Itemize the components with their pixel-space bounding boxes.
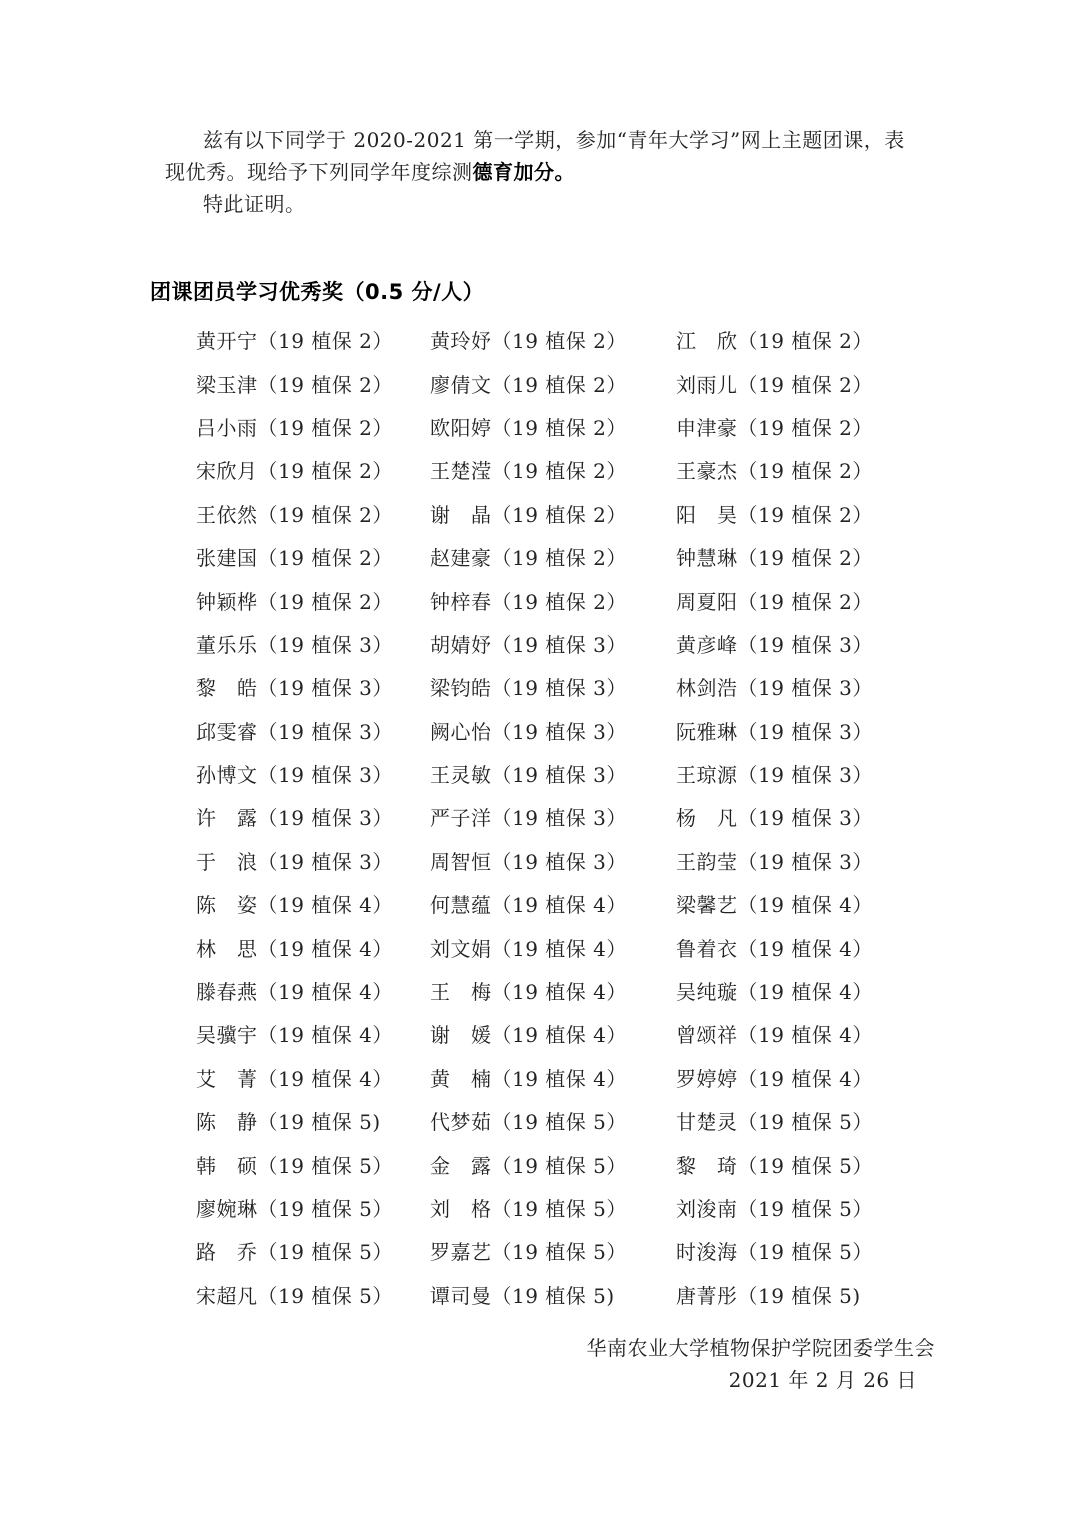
student-entry: 鲁着衣（19 植保 4） — [676, 936, 873, 961]
student-entry: 杨 凡（19 植保 3） — [676, 806, 873, 831]
student-entry: 申津豪（19 植保 2） — [676, 415, 873, 440]
student-entry: 王韵莹（19 植保 3） — [676, 849, 873, 874]
student-entry: 吴骥宇（19 植保 4） — [196, 1023, 393, 1048]
student-entry: 廖婉琳（19 植保 5） — [196, 1197, 393, 1221]
student-entry: 王灵敏（19 植保 3） — [430, 763, 627, 788]
student-entry: 孙博文（19 植保 3） — [196, 763, 393, 788]
student-entry: 金 露（19 植保 5） — [430, 1153, 627, 1178]
student-entry: 梁钧皓（19 植保 3） — [430, 676, 627, 701]
student-entry: 陈 姿（19 植保 4） — [196, 893, 393, 918]
student-entry: 胡婧妤（19 植保 3） — [430, 632, 627, 657]
student-entry: 邱雯睿（19 植保 3） — [196, 719, 393, 744]
student-entry: 吕小雨（19 植保 2） — [196, 415, 393, 440]
student-entry: 刘 格（19 植保 5） — [430, 1197, 627, 1221]
student-entry: 阮雅琳（19 植保 3） — [676, 719, 873, 744]
roster-row — [196, 448, 916, 491]
certification-line: 特此证明。 — [203, 192, 306, 216]
student-entry: 欧阳婷（19 植保 2） — [430, 415, 627, 440]
student-entry: 黄玲妤（19 植保 2） — [430, 329, 627, 354]
student-entry: 周夏阳（19 植保 2） — [676, 589, 873, 614]
student-entry: 刘浚南（19 植保 5） — [676, 1197, 873, 1221]
student-entry: 宋超凡（19 植保 5） — [196, 1283, 393, 1308]
student-entry: 时浚海（19 植保 5） — [676, 1240, 873, 1265]
roster-row — [196, 622, 916, 665]
roster-row — [196, 1056, 916, 1099]
student-entry: 谢 晶（19 植保 2） — [430, 502, 627, 527]
award-heading: 团课团员学习优秀奖（0.5 分/人） — [150, 280, 485, 304]
student-entry: 代梦茹（19 植保 5） — [430, 1110, 627, 1135]
student-entry: 罗婷婷（19 植保 4） — [676, 1066, 873, 1091]
roster-row — [196, 752, 916, 795]
student-entry: 王 梅（19 植保 4） — [430, 980, 627, 1005]
roster-row — [196, 969, 916, 1012]
student-entry: 何慧蕴（19 植保 4） — [430, 893, 627, 918]
student-entry: 谭司曼（19 植保 5) — [430, 1283, 615, 1308]
roster-row — [196, 1229, 916, 1272]
student-entry: 许 露（19 植保 3） — [196, 806, 393, 831]
student-entry: 林 思（19 植保 4） — [196, 936, 393, 961]
student-entry: 王豪杰（19 植保 2） — [676, 459, 873, 484]
signature-organization: 华南农业大学植物保护学院团委学生会 — [586, 1336, 935, 1360]
student-entry: 钟颖桦（19 植保 2） — [196, 589, 393, 614]
student-entry: 路 乔（19 植保 5） — [196, 1240, 393, 1265]
student-entry: 王依然（19 植保 2） — [196, 502, 393, 527]
student-entry: 赵建豪（19 植保 2） — [430, 546, 627, 571]
student-entry: 刘雨儿（19 植保 2） — [676, 372, 873, 397]
student-entry: 刘文娟（19 植保 4） — [430, 936, 627, 961]
student-entry: 周智恒（19 植保 3） — [430, 849, 627, 874]
roster-row — [196, 1012, 916, 1055]
student-entry: 黄 楠（19 植保 4） — [430, 1066, 627, 1091]
roster-row — [196, 709, 916, 752]
student-roster — [196, 318, 916, 1316]
roster-row — [196, 578, 916, 621]
student-entry: 廖倩文（19 植保 2） — [430, 372, 627, 397]
student-entry: 谢 媛（19 植保 4） — [430, 1023, 627, 1048]
roster-row — [196, 839, 916, 882]
student-entry: 陈 静（19 植保 5) — [196, 1110, 381, 1135]
roster-row — [196, 318, 916, 361]
student-entry: 艾 菁（19 植保 4） — [196, 1066, 393, 1091]
roster-row — [196, 925, 916, 968]
roster-row — [196, 1273, 916, 1316]
student-entry: 阳 昊（19 植保 2） — [676, 502, 873, 527]
roster-row — [196, 665, 916, 708]
roster-row — [196, 1099, 916, 1142]
student-entry: 黎 琦（19 植保 5） — [676, 1153, 873, 1178]
student-entry: 甘楚灵（19 植保 5） — [676, 1110, 873, 1135]
student-entry: 唐菁彤（19 植保 5) — [676, 1283, 861, 1308]
student-entry: 董乐乐（19 植保 3） — [196, 632, 393, 657]
student-entry: 江 欣（19 植保 2） — [676, 329, 873, 354]
roster-row — [196, 1142, 916, 1185]
intro-paragraph — [165, 124, 915, 188]
student-entry: 宋欣月（19 植保 2） — [196, 459, 393, 484]
student-entry: 梁馨艺（19 植保 4） — [676, 893, 873, 918]
roster-row — [196, 882, 916, 925]
signature-date: 2021 年 2 月 26 日 — [728, 1368, 917, 1392]
student-entry: 严子洋（19 植保 3） — [430, 806, 627, 831]
roster-row — [196, 405, 916, 448]
roster-row — [196, 361, 916, 404]
roster-row — [196, 492, 916, 535]
student-entry: 罗嘉艺（19 植保 5） — [430, 1240, 627, 1265]
student-entry: 黎 皓（19 植保 3） — [196, 676, 393, 701]
student-entry: 钟慧琳（19 植保 2） — [676, 546, 873, 571]
student-entry: 黄彦峰（19 植保 3） — [676, 632, 873, 657]
student-entry: 韩 硕（19 植保 5） — [196, 1153, 393, 1178]
intro-text: 兹有以下同学于 2020-2021 第一学期，参加“青年大学习”网上主题团课，表现优秀。现给予下列同学年度综测 — [165, 128, 905, 184]
roster-row — [196, 535, 916, 578]
roster-row — [196, 795, 916, 838]
student-entry: 王楚滢（19 植保 2） — [430, 459, 627, 484]
student-entry: 王琼源（19 植保 3） — [676, 763, 873, 788]
student-entry: 于 浪（19 植保 3） — [196, 849, 393, 874]
student-entry: 阙心怡（19 植保 3） — [430, 719, 627, 744]
student-entry: 滕春燕（19 植保 4） — [196, 980, 393, 1005]
student-entry: 梁玉津（19 植保 2） — [196, 372, 393, 397]
student-entry: 黄开宁（19 植保 2） — [196, 329, 393, 354]
signature-block — [587, 1332, 936, 1396]
roster-row — [196, 1186, 916, 1229]
student-entry: 曾颂祥（19 植保 4） — [676, 1023, 873, 1048]
student-entry: 吴纯璇（19 植保 4） — [676, 980, 873, 1005]
intro-bold-text: 德育加分。 — [472, 160, 575, 184]
student-entry: 钟梓春（19 植保 2） — [430, 589, 627, 614]
student-entry: 张建国（19 植保 2） — [196, 546, 393, 571]
student-entry: 林剑浩（19 植保 3） — [676, 676, 873, 701]
